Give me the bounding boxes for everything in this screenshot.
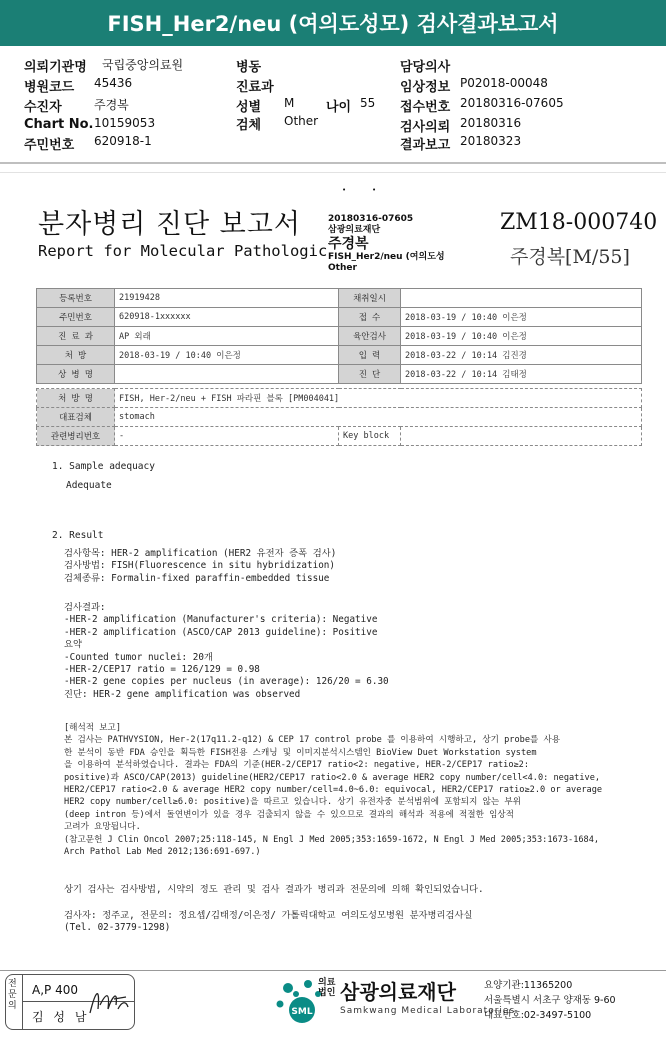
specialist-name: 김 성 남 bbox=[32, 1010, 90, 1024]
section-sample-adequacy: 1. Sample adequacy bbox=[52, 461, 155, 472]
result-findings: 검사결과: -HER-2 amplification (Manufacturer's criteria): Negative -HER-2 amplification (ASCO/CAP 2013 guideline): Positive 요약 -Counted tumor nuclei: 20개 -HER-2/CEP17 ratio = 126/129 = 0.98 -HER-2 gene copies per nucleus (in average): 126/20 = 6.30 진단: HER-2 gene amplification was observed bbox=[64, 602, 389, 700]
header-field-receipt-no: 접수번호 20180316-07605 bbox=[400, 96, 564, 115]
result-method: 검사항목: HER-2 amplification (HER2 유전자 증폭 검사) 검사방법: FISH(Fluorescence in situ hybridization) 검체종류: Formalin-fixed paraffin-embedded tissue bbox=[64, 548, 337, 584]
section-result: 2. Result bbox=[52, 530, 104, 541]
header-field-age: 나이 55 bbox=[326, 96, 376, 115]
sig-divider bbox=[22, 975, 23, 1029]
table-row: 진 료 과 AP 외래 육안검사 2018-03-19 / 10:40 이은정 bbox=[37, 327, 642, 346]
header-field-institution: 의뢰기관명 국립중앙의료원 bbox=[24, 58, 184, 75]
signers: 검사자: 정주교, 전문의: 정요셉/김태정/이은정/ 가톨릭대학교 여의도성모병원 분자병리검사실 (Tel. 02-3779-1298) bbox=[64, 910, 473, 934]
header-field-clinical-info: 임상정보 P02018-00048 bbox=[400, 76, 548, 95]
header-field-doctor: 담당의사 bbox=[400, 60, 451, 75]
table-row: 주민번호 620918-1xxxxxx 접 수 2018-03-19 / 10:40 이은정 bbox=[37, 308, 642, 327]
scanned-report bbox=[0, 174, 666, 964]
pathology-number: ZM18-000740 bbox=[500, 210, 658, 235]
header-field-sex: 성별 M bbox=[236, 96, 295, 115]
label-name: 주경복 bbox=[328, 236, 369, 252]
table-row: 처 방 명 FISH, Her-2/neu + FISH 파라핀 블록 [PM004041] bbox=[37, 389, 642, 408]
header-field-patient: 수진자 주경복 bbox=[24, 98, 129, 115]
report-title-en: Report for Molecular Pathologic bbox=[38, 242, 328, 260]
header-field-report-date: 결과보고 20180323 bbox=[400, 134, 522, 153]
specimen-label bbox=[328, 214, 458, 274]
report-title: FISH_Her2/neu (여의도성모) 검사결과보고서 bbox=[0, 0, 666, 46]
scan-divider bbox=[0, 172, 666, 173]
svg-text:SML: SML bbox=[291, 1007, 313, 1017]
table-row: 관련병리번호 - Key block bbox=[37, 427, 642, 446]
order-table bbox=[36, 388, 642, 446]
footer-divider bbox=[0, 970, 666, 971]
report-title-ko: 분자병리 진단 보고서 bbox=[38, 209, 301, 240]
table-row: 등록번호 21919428 채취일시 bbox=[37, 289, 642, 308]
scan-dot: • bbox=[342, 186, 347, 194]
report-header bbox=[0, 46, 666, 162]
handwritten-signature-icon bbox=[86, 979, 132, 1025]
org-contact: 요양기관:11365200 서울특별시 서초구 양재동 9-60 대표번호:02-3497-5100 bbox=[484, 980, 616, 1021]
label-code: 20180316-07605 bbox=[328, 214, 414, 224]
table-row: 상 병 명 진 단 2018-03-22 / 10:14 김태정 bbox=[37, 365, 642, 384]
org-name: 삼광의료재단 bbox=[340, 980, 456, 1004]
label-test: FISH_Her2/neu (여의도성 bbox=[328, 252, 445, 262]
label-spec: Other bbox=[328, 263, 357, 273]
header-field-chart-no: Chart No. 10159053 bbox=[24, 116, 156, 132]
result-interpretation: [해석적 보고] 본 검사는 PATHVYSION, Her-2(17q11.2-q12) & CEP 17 control probe 를 이용하여 시행하고, 상기 probe를 사용 한 분석이 동반 FDA 승인을 획득한 FISH전용 스캐닝 및 이미지분석시스템인 BioView Duet Workstation system 을 이용하여 분석하였습니다. 결과는 FDA의 기준(HER-2/CEP17 ratio<2: negative, HER-2/CEP17 ratio≥2: positive)과 ASCO/CAP(2013) guideline(HER2/CEP17 ratio<2.0 & average HER2 copy number/cell<4.0: negative, HER2/CEP17 ratio<2.0 & average HER2 copy number/cell=4.0~6.0: equivocal, HER2/CEP17 ratio≥2.0 or average HER2 copy number/cell≥6.0: positive)을 따르고 있습니다. 상기 유전자중 분석범위에 포함되지 않는 부위 (deep intron 등)에서 돌연변이가 있을 경우 검출되지 않을 수 있으므로 결과의 해석과 적용에 적절한 임상적 고려가 요망됩니다. (참고문헌 J Clin Oncol 2007;25:118-145, N Engl J Med 2005;353:1659-1672, N Engl J Med 2005;353:1673-1684, Arch Pathol Lab Med 2012;136:691-697.) bbox=[64, 723, 603, 858]
patient-name-age: 주경복[M/55] bbox=[510, 246, 630, 268]
org-prefix: 의료법인 bbox=[318, 978, 336, 998]
header-divider bbox=[0, 162, 666, 164]
header-field-resident-no: 주민번호 620918-1 bbox=[24, 134, 152, 153]
header-field-hospital-code: 병원코드 45436 bbox=[24, 76, 133, 95]
info-table bbox=[36, 288, 642, 384]
specialist-vertical-label: 전문의 bbox=[8, 979, 17, 1011]
scan-dot: • bbox=[372, 186, 377, 194]
org-eng-name: Samkwang Medical Laboratories bbox=[340, 1006, 516, 1016]
specialist-signature-box bbox=[5, 974, 135, 1030]
label-org: 삼광의료재단 bbox=[328, 225, 381, 235]
header-field-ward: 병동 bbox=[236, 60, 262, 75]
header-field-request-date: 검사의뢰 20180316 bbox=[400, 116, 522, 135]
header-field-department: 진료과 bbox=[236, 80, 274, 95]
table-row: 처 방 2018-03-19 / 10:40 이은정 입 력 2018-03-22 / 10:14 김진경 bbox=[37, 346, 642, 365]
header-field-specimen: 검체 Other bbox=[236, 114, 319, 133]
table-row: 대표검체 stomach bbox=[37, 408, 642, 427]
specialist-code: A,P 400 bbox=[32, 983, 78, 997]
confirmation-statement: 상기 검사는 검사방법, 시약의 정도 관리 및 검사 결과가 병리과 전문의에 의해 확인되었습니다. bbox=[64, 884, 484, 895]
sample-adequacy-value: Adequate bbox=[66, 480, 112, 491]
